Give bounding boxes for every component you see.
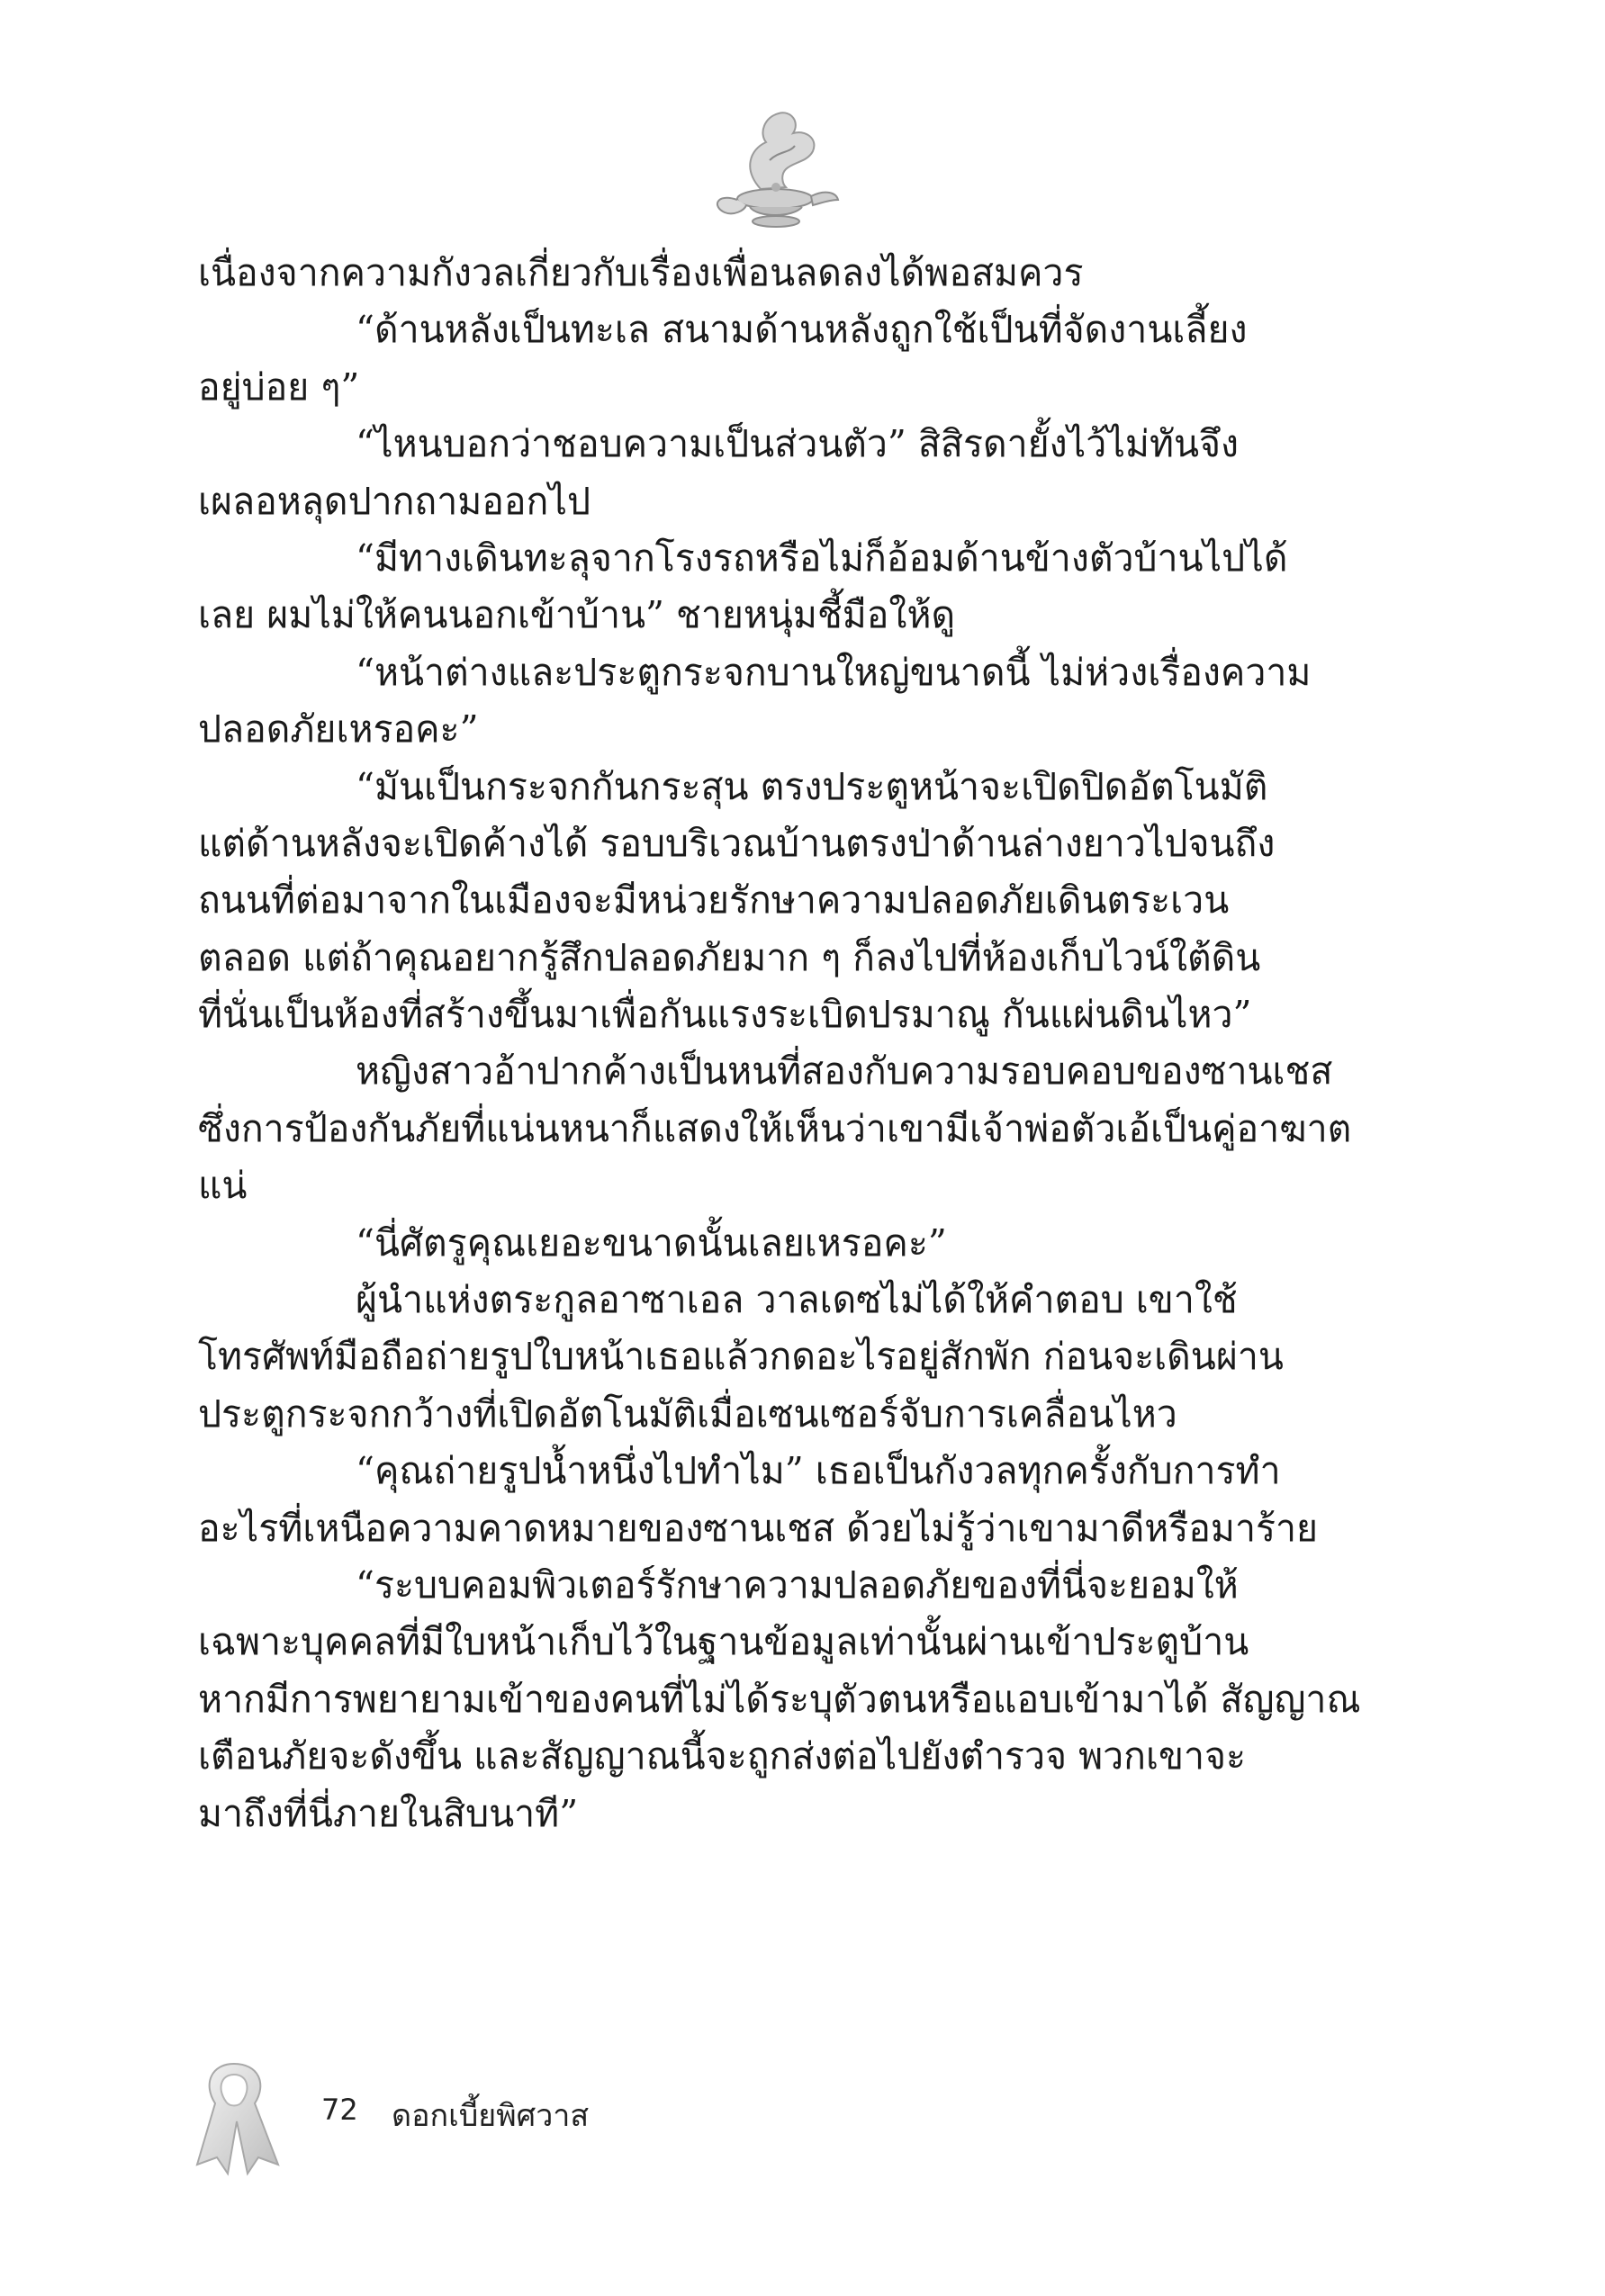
text-line: อยู่บ่อย ๆ”	[198, 365, 360, 409]
page-footer	[185, 2057, 815, 2178]
text-line: แต่ด้านหลังจะเปิดค้างได้ รอบบริเวณบ้านตรงป่าด้านล่างยาวไปจนถึง	[198, 821, 1276, 865]
ribbon-icon	[185, 2057, 284, 2178]
book-title: ดอกเบี้ยพิศวาส	[392, 2098, 590, 2134]
text-line: “ด้านหลังเป็นทะเล สนามด้านหลังถูกใช้เป็นที่จัดงานเลี้ยง	[356, 308, 1248, 352]
text-line: หากมีการพยายามเข้าของคนที่ไม่ได้ระบุตัวตนหรือแอบเข้ามาได้ สัญญาณ	[198, 1677, 1361, 1721]
text-line: โทรศัพท์มือถือถ่ายรูปใบหน้าเธอแล้วกดอะไรอยู่สักพัก ก่อนจะเดินผ่าน	[198, 1335, 1284, 1379]
text-line: ซึ่งการป้องกันภัยที่แน่นหนาก็แสดงให้เห็นว่าเขามีเจ้าพ่อตัวเอ้เป็นคู่อาฆาต	[198, 1106, 1352, 1150]
text-line: หญิงสาวอ้าปากค้างเป็นหนที่สองกับความรอบคอบของซานเชส	[356, 1049, 1333, 1094]
text-line: เผลอหลุดปากถามออกไป	[198, 479, 591, 523]
text-line: “มันเป็นกระจกกันกระสุน ตรงประตูหน้าจะเปิดปิดอัตโนมัติ	[356, 764, 1268, 808]
text-line: ถนนที่ต่อมาจากในเมืองจะมีหน่วยรักษาความปลอดภัยเดินตระเวน	[198, 878, 1230, 923]
text-line: “หน้าต่างและประตูกระจกบานใหญ่ขนาดนี้ ไม่ห่วงเรื่องความ	[356, 650, 1312, 694]
body-text	[198, 245, 1361, 1842]
text-line: ตลอด แต่ถ้าคุณอยากรู้สึกปลอดภัยมาก ๆ ก็ลงไปที่ห้องเก็บไวน์ใต้ดิน	[198, 935, 1261, 979]
text-line: “คุณถ่ายรูปน้ำหนึ่งไปทำไม” เธอเป็นกังวลทุกครั้งกับการทำ	[356, 1449, 1281, 1493]
text-line: เนื่องจากความกังวลเกี่ยวกับเรื่องเพื่อนลดลงได้พอสมควร	[198, 251, 1084, 294]
text-line: เลย ผมไม่ให้คนนอกเข้าบ้าน” ชายหนุ่มชี้มือให้ดู	[198, 593, 956, 637]
text-line: แน่	[198, 1164, 248, 1208]
genie-lamp-icon	[707, 106, 842, 237]
text-line: เตือนภัยจะดังขึ้น และสัญญาณนี้จะถูกส่งต่อไปยังตำรวจ พวกเขาจะ	[198, 1734, 1247, 1778]
page-number: 72	[321, 2093, 358, 2127]
text-line: “นี่ศัตรูคุณเยอะขนาดนั้นเลยเหรอคะ”	[356, 1220, 947, 1265]
text-line: ประตูกระจกกว้างที่เปิดอัตโนมัติเมื่อเซนเซอร์จับการเคลื่อนไหว	[198, 1391, 1177, 1436]
text-line: “มีทางเดินทะลุจากโรงรถหรือไม่ก็อ้อมด้านข้างตัวบ้านไปได้	[356, 536, 1288, 580]
text-line: ที่นั่นเป็นห้องที่สร้างขึ้นมาเพื่อกันแรงระเบิดปรมาณู กันแผ่นดินไหว”	[198, 993, 1252, 1037]
text-line: อะไรที่เหนือความคาดหมายของซานเชส ด้วยไม่รู้ว่าเขามาดีหรือมาร้าย	[198, 1506, 1319, 1550]
text-line: ปลอดภัยเหรอคะ”	[198, 707, 479, 752]
text-line: “ไหนบอกว่าชอบความเป็นส่วนตัว” สิสิรดายั้งไว้ไม่ทันจึง	[356, 422, 1240, 466]
text-line: ผู้นำแห่งตระกูลอาซาเอล วาลเดซไม่ได้ให้คำตอบ เขาใช้	[356, 1278, 1238, 1322]
text-line: เฉพาะบุคคลที่มีใบหน้าเก็บไว้ในฐานข้อมูลเท่านั้นผ่านเข้าประตูบ้าน	[198, 1620, 1249, 1664]
text-line: “ระบบคอมพิวเตอร์รักษาความปลอดภัยของที่นี่จะยอมให้	[356, 1562, 1239, 1607]
text-line: มาถึงที่นี่ภายในสิบนาที”	[198, 1791, 579, 1835]
